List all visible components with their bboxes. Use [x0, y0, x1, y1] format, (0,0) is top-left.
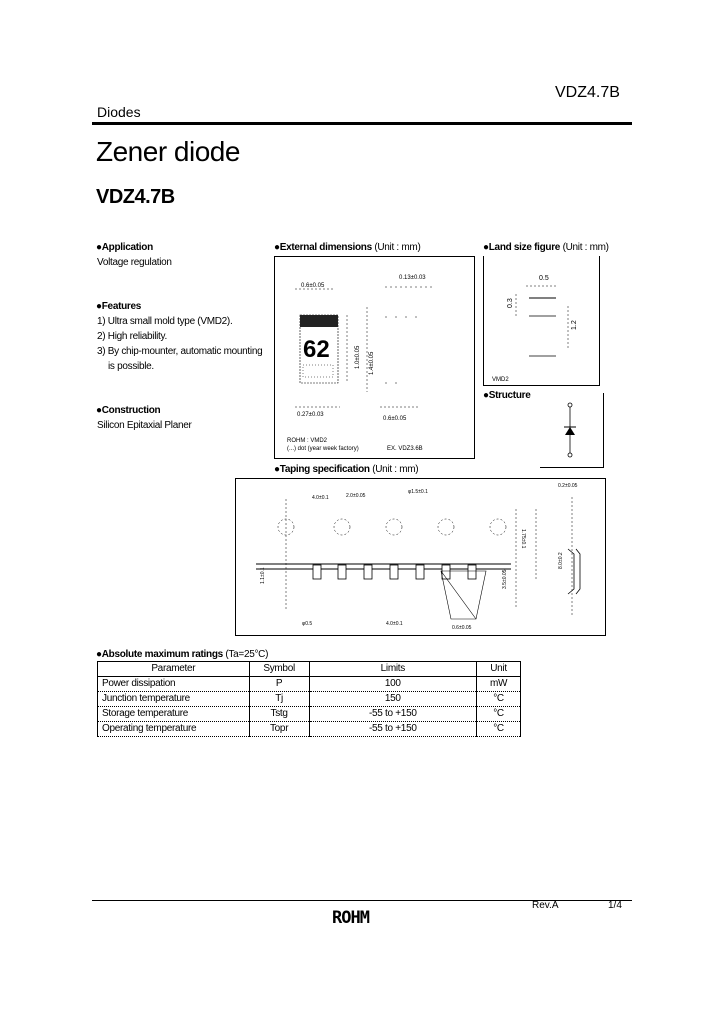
- land-label: 0.3: [507, 298, 514, 308]
- taping-label: 2.0±0.05: [346, 493, 366, 499]
- dim-label: 0.6±0.05: [301, 283, 325, 289]
- column-header: Parameter: [98, 662, 250, 677]
- cell-parameter: Power dissipation: [98, 677, 250, 692]
- column-header: Symbol: [249, 662, 309, 677]
- cell-unit: mW: [477, 677, 521, 692]
- page-number: 1/4: [608, 900, 622, 911]
- structure-figure: [540, 393, 604, 468]
- table-row: [98, 722, 521, 737]
- land-pattern-drawing: [484, 256, 599, 385]
- taping-label: φ1.5±0.1: [408, 489, 428, 495]
- package-marking: 62: [303, 336, 330, 363]
- dim-label: 1.4±0.05: [369, 351, 375, 375]
- rohm-logo: [331, 908, 395, 931]
- column-header: Limits: [309, 662, 476, 677]
- dim-label: EX. VDZ3.6B: [387, 446, 423, 452]
- cell-limits: 150: [309, 692, 476, 707]
- header-part-number: VDZ4.7B: [555, 84, 620, 101]
- construction-text: Silicon Epitaxial Planer: [97, 420, 192, 431]
- taping-label: 4.0±0.1: [386, 621, 403, 627]
- rohm-logo-mark: [331, 908, 395, 926]
- cell-parameter: Storage temperature: [98, 707, 250, 722]
- taping-label: 1.75±0.1: [520, 529, 526, 549]
- feature-item: 2) High reliability.: [97, 331, 167, 342]
- taping-label: 1.1±0.1: [260, 567, 266, 584]
- taping-label: 3.5±0.05: [502, 569, 508, 589]
- structure-heading: ●Structure: [483, 390, 531, 401]
- taping-label: 8.0±0.2: [558, 552, 564, 569]
- taping-heading: ●Taping specification (Unit : mm): [274, 464, 419, 475]
- cell-parameter: Junction temperature: [98, 692, 250, 707]
- application-heading: ●Application: [96, 242, 153, 253]
- cell-unit: °C: [477, 722, 521, 737]
- external-dimensions-heading: ●External dimensions (Unit : mm): [274, 242, 421, 253]
- dim-label: (...) dot (year week factory): [287, 446, 359, 452]
- cell-unit: °C: [477, 692, 521, 707]
- revision-label: Rev.A: [532, 900, 559, 911]
- land-label: 1.2: [571, 320, 578, 330]
- cell-limits: -55 to +150: [309, 722, 476, 737]
- dim-label: 0.27±0.03: [297, 412, 324, 418]
- taping-label: 4.0±0.1: [312, 495, 329, 501]
- table-row: [98, 677, 521, 692]
- cell-parameter: Operating temperature: [98, 722, 250, 737]
- table-row: [98, 692, 521, 707]
- zener-diode-symbol: [540, 393, 603, 467]
- feature-item: 1) Ultra small mold type (VMD2).: [97, 316, 233, 327]
- dim-label: 0.6±0.05: [383, 416, 407, 422]
- header-rule: [92, 122, 632, 125]
- cell-limits: -55 to +150: [309, 707, 476, 722]
- header-category: Diodes: [97, 104, 141, 120]
- land-label: VMD2: [492, 377, 509, 383]
- dim-label: ROHM : VMD2: [287, 438, 328, 444]
- ratings-heading: ●Absolute maximum ratings (Ta=25°C): [96, 649, 269, 660]
- cell-unit: °C: [477, 707, 521, 722]
- cell-limits: 100: [309, 677, 476, 692]
- application-text: Voltage regulation: [97, 257, 172, 268]
- part-number-title: VDZ4.7B: [96, 186, 175, 208]
- feature-item: 3) By chip-mounter, automatic mounting: [97, 346, 263, 357]
- cell-symbol: Tj: [249, 692, 309, 707]
- taping-label: 0.2±0.05: [558, 483, 578, 489]
- ratings-header-row: [98, 662, 521, 677]
- taping-label: φ0.5: [302, 621, 313, 627]
- page-title: Zener diode: [96, 136, 240, 167]
- construction-heading: ●Construction: [96, 405, 161, 416]
- cell-symbol: Tstg: [249, 707, 309, 722]
- taping-label: 0.6±0.05: [452, 625, 472, 631]
- features-list: [97, 314, 262, 374]
- logo-text: ROHM: [332, 908, 369, 926]
- cell-symbol: P: [249, 677, 309, 692]
- dim-label: 0.13±0.03: [399, 275, 426, 281]
- dim-label: 1.0±0.05: [355, 345, 361, 369]
- column-header: Unit: [477, 662, 521, 677]
- package-outline-drawing: [275, 257, 474, 458]
- land-label: 0.5: [539, 275, 549, 282]
- external-dimensions-figure: [274, 256, 475, 459]
- land-size-figure: [483, 256, 600, 386]
- table-row: [98, 707, 521, 722]
- ratings-table: [97, 661, 521, 737]
- taping-figure: [235, 478, 606, 636]
- land-size-heading: ●Land size figure (Unit : mm): [483, 242, 609, 253]
- features-heading: ●Features: [96, 301, 142, 312]
- cell-symbol: Topr: [249, 722, 309, 737]
- taping-drawing: [236, 479, 605, 635]
- feature-item: is possible.: [108, 361, 154, 372]
